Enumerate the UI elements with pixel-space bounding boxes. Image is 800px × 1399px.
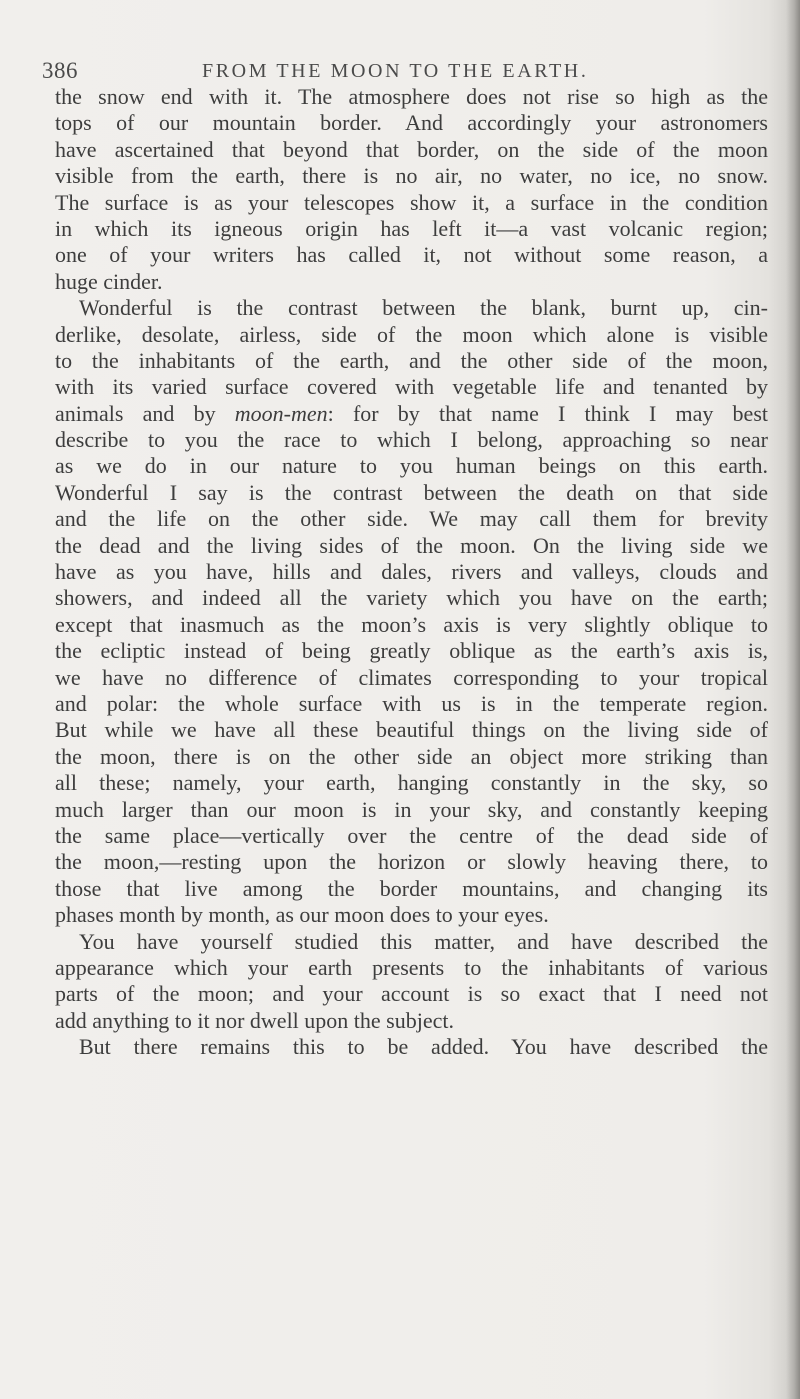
- text-line: those that live among the border mountains, and changing its: [55, 875, 768, 901]
- text-line: Wonderful I say is the contrast between the death on that side: [55, 479, 768, 505]
- text-line: the snow end with it. The atmosphere does not rise so high as the: [55, 84, 768, 109]
- text-line: The surface is as your telescopes show it, a surface in the condition: [55, 189, 768, 215]
- paragraph-4: [55, 1034, 768, 1060]
- text-line: have ascertained that beyond that border, on the side of the moon: [55, 136, 768, 162]
- text-line: describe to you the race to which I belong, approaching so near: [55, 427, 768, 453]
- text-line: add anything to it nor dwell upon the subject.: [55, 1007, 454, 1033]
- running-head: FROM THE MOON TO THE EARTH.: [202, 60, 589, 82]
- text-line: have as you have, hills and dales, rivers and valleys, clouds and: [55, 559, 768, 585]
- text-line: with its varied surface covered with vegetable life and tenanted by: [55, 374, 768, 400]
- text-line: in which its igneous origin has left it—a vast volcanic region;: [55, 215, 768, 241]
- body-text: [55, 84, 768, 1060]
- paragraph-2: [55, 295, 768, 928]
- text-line: all these; namely, your earth, hanging constantly in the sky, so: [55, 770, 768, 796]
- text-line-with-italic: [55, 401, 768, 427]
- paragraph-3: [55, 929, 768, 1035]
- text-line: the moon, there is on the other side an object more striking than: [55, 743, 768, 769]
- text-line: But while we have all these beautiful things on the living side of: [55, 717, 768, 743]
- text-fragment: : for by that name I think I may best: [327, 400, 768, 426]
- text-line: except that inasmuch as the moon’s axis is very slightly oblique to: [55, 611, 768, 637]
- text-line: huge cinder.: [55, 268, 163, 294]
- text-line: the same place—vertically over the centre of the dead side of: [55, 822, 768, 848]
- text-line: But there remains this to be added. You have described the: [79, 1034, 768, 1060]
- text-line: we have no difference of climates corresponding to your tropical: [55, 664, 768, 690]
- text-line: phases month by month, as our moon does to your eyes.: [55, 902, 549, 928]
- text-line: visible from the earth, there is no air, no water, no ice, no snow.: [55, 163, 768, 189]
- text-line: and polar: the whole surface with us is in the temperate region.: [55, 690, 768, 716]
- page-edge-shadow: [786, 0, 800, 1399]
- page-number: 386: [42, 58, 78, 83]
- text-line: Wonderful is the contrast between the blank, burnt up, cin-: [79, 295, 768, 321]
- italic-term: moon-men: [234, 400, 328, 426]
- text-line: as we do in our nature to you human beings on this earth.: [55, 453, 768, 479]
- text-line: showers, and indeed all the variety which you have on the earth;: [55, 585, 768, 611]
- text-line: much larger than our moon is in your sky, and constantly keeping: [55, 796, 768, 822]
- paragraph-1: [55, 84, 768, 295]
- text-line: to the inhabitants of the earth, and the other side of the moon,: [55, 347, 768, 373]
- text-fragment: animals and by: [55, 400, 235, 426]
- text-line: You have yourself studied this matter, and have described the: [79, 928, 768, 954]
- text-line: parts of the moon; and your account is so exact that I need not: [55, 981, 768, 1007]
- text-line: one of your writers has called it, not without some reason, a: [55, 242, 768, 268]
- text-line: tops of our mountain border. And accordingly your astronomers: [55, 110, 768, 136]
- text-line: the dead and the living sides of the moon. On the living side we: [55, 532, 768, 558]
- text-line: the moon,—resting upon the horizon or slowly heaving there, to: [55, 849, 768, 875]
- text-line: appearance which your earth presents to the inhabitants of various: [55, 954, 768, 980]
- text-line: derlike, desolate, airless, side of the moon which alone is visible: [55, 321, 768, 347]
- text-line: the ecliptic instead of being greatly oblique as the earth’s axis is,: [55, 638, 768, 664]
- text-line: and the life on the other side. We may call them for brevity: [55, 506, 768, 532]
